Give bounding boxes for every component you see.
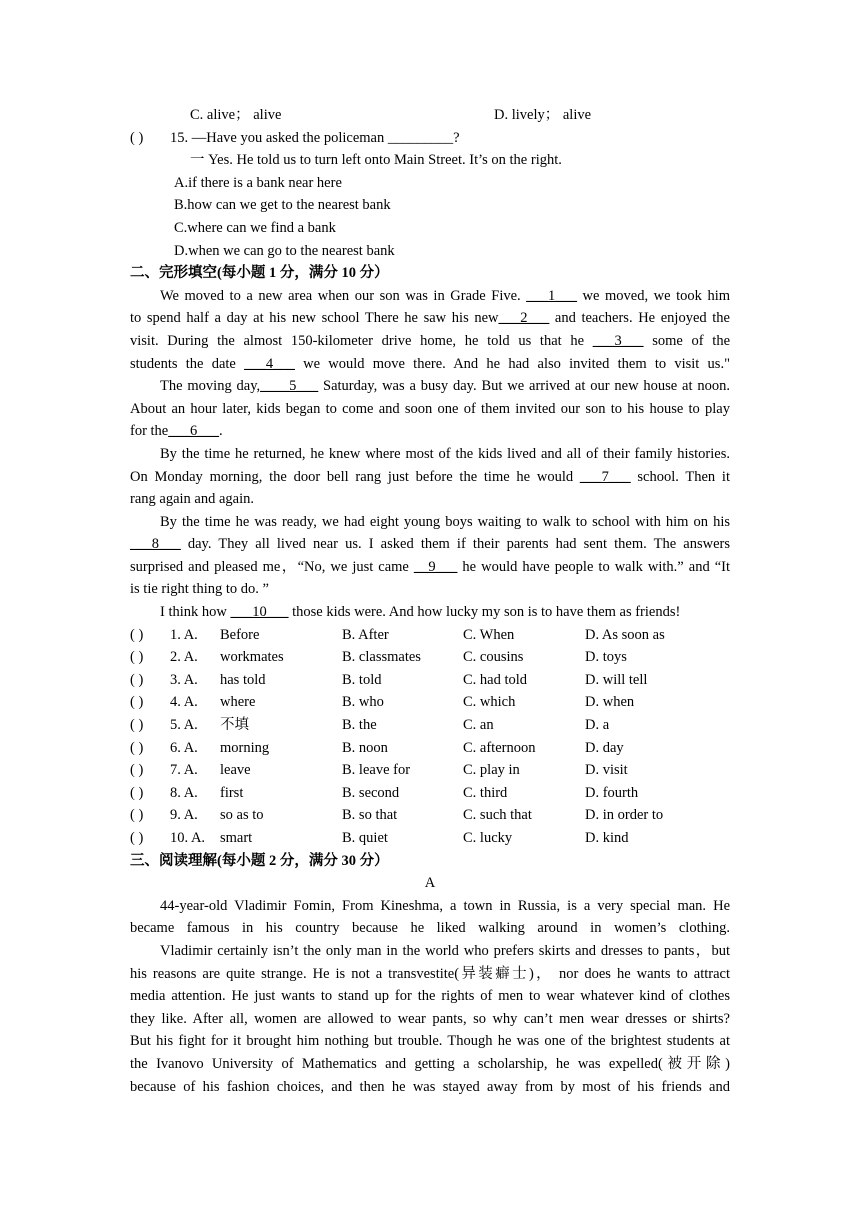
passage-text: school. Then it: [630, 468, 730, 485]
question-number: 3. A.: [170, 671, 198, 688]
passage-text: .: [219, 423, 223, 440]
option-b: B. noon: [342, 739, 388, 756]
question-number: 2. A.: [170, 649, 198, 666]
option-d: D. when: [585, 694, 635, 711]
option-c: C. had told: [463, 671, 528, 688]
answer-paren[interactable]: ( ): [130, 694, 144, 711]
option-c: C. third: [463, 784, 508, 801]
question-number: 1. A.: [170, 626, 198, 643]
option-c: C.where can we find a bank: [174, 219, 336, 236]
option-b: B. After: [342, 626, 389, 643]
passage-text: and teachers. He enjoyed the: [549, 310, 730, 327]
question-15-reply: 一 Yes. He told us to turn left onto Main Street. It’s on the right.: [190, 152, 562, 169]
passage-text: By the time he was ready, we had eight young boys waiting to walk to school with him on his: [160, 513, 730, 530]
question-row: [130, 804, 730, 827]
answer-paren[interactable]: ( ): [130, 129, 144, 146]
question-number: 8. A.: [170, 784, 198, 801]
question-number: 7. A.: [170, 762, 198, 779]
question-number: 10. A.: [170, 830, 206, 846]
option-a: leave: [220, 762, 251, 779]
answer-paren[interactable]: ( ): [130, 626, 144, 643]
option-c: C. When: [463, 626, 515, 643]
passage-line: [130, 398, 730, 421]
answer-paren[interactable]: ( ): [130, 807, 144, 824]
section-heading: 二、完形填空(每小题 1 分，满分 10 分）: [130, 265, 389, 282]
question-number: 5. A.: [170, 717, 198, 734]
passage-line: [130, 511, 730, 534]
passage-text: By the time he returned, he knew where most of the kids lived and all of their family histories.: [160, 445, 730, 462]
blank-number: ___3___: [592, 332, 644, 349]
question-row: [130, 759, 730, 782]
question-row: [130, 669, 730, 692]
option-d: D. in order to: [585, 807, 664, 824]
option-a: Before: [220, 626, 260, 643]
answer-paren[interactable]: ( ): [130, 830, 144, 846]
option-b: B. who: [342, 694, 384, 711]
option-b: B. leave for: [342, 762, 411, 779]
passage-text: rang again and again.: [130, 491, 255, 508]
blank-number: ___1___: [526, 287, 577, 304]
option-a: morning: [220, 739, 270, 756]
passage-line: [130, 443, 730, 466]
question-row: [130, 624, 730, 647]
option-d: D. kind: [585, 830, 629, 846]
option-d: D.when we can go to the nearest bank: [174, 242, 395, 259]
passage-line: they like. After all, women are allowed to wear pants, so why can’t men wear dresses or shirts?: [130, 1010, 730, 1027]
passage-line: But his fight for it brought him nothing but trouble. Though he was one of the brightest students at: [130, 1033, 730, 1050]
option-c: C. afternoon: [463, 739, 536, 756]
option-a: first: [220, 784, 244, 801]
passage-line: [130, 601, 730, 624]
passage-line: the Ivanovo University of Mathematics and getting a scholarship, he was expelled(被开除): [130, 1055, 730, 1072]
answer-paren[interactable]: ( ): [130, 671, 144, 688]
option-b: B. quiet: [342, 830, 388, 846]
answer-paren[interactable]: ( ): [130, 739, 144, 756]
option-d: D. fourth: [585, 784, 639, 801]
passage-line: [130, 533, 730, 556]
blank-number: ___7___: [579, 468, 631, 485]
question-row: [130, 691, 730, 714]
question-text: 15. —Have you asked the policeman _________?: [170, 129, 460, 146]
option-a: has told: [220, 671, 266, 688]
passage-line: media attention. He just wants to stand up for the rights of men to wear whatever kind of clothes: [130, 988, 730, 1005]
option-a: 不填: [220, 717, 249, 734]
option-b: B.how can we get to the nearest bank: [174, 197, 391, 214]
passage-line: Vladimir certainly isn’t the only man in the world who prefers skirts and dresses to pants，but: [160, 942, 730, 959]
passage-text: is tie right thing to do. ”: [130, 581, 269, 598]
blank-number: ___10___: [230, 604, 289, 621]
blank-number: ___4___: [244, 355, 295, 372]
section-heading: 三、阅读理解(每小题 2 分，满分 30 分）: [130, 852, 389, 869]
question-15-stem: [130, 127, 730, 150]
exam-page: [130, 104, 730, 1098]
option-d: D. day: [585, 739, 624, 756]
passage-line: his reasons are quite strange. He is not a transvestite(异装癖士)， nor does he wants to attract: [130, 965, 730, 982]
passage-text: On Monday morning, the door bell rang just before the time he would: [130, 468, 580, 485]
passage-text: some of the: [643, 332, 731, 349]
blank-number: ___8___: [130, 536, 181, 553]
option-d: D. a: [585, 717, 610, 734]
question-number: 9. A.: [170, 807, 198, 824]
passage-text: surprised and pleased me，“No, we just came: [130, 558, 414, 575]
option-b: B. second: [342, 784, 400, 801]
passage-line: [130, 420, 730, 443]
passage-text: we would move there. And he had also invited them to visit us.": [294, 355, 730, 372]
option-a: workmates: [220, 649, 284, 666]
passage-line: because of his fashion choices, and then he was stayed away from by most of his friends and: [130, 1078, 730, 1095]
option-a: smart: [220, 830, 253, 846]
passage-line: 44-year-old Vladimir Fomin, From Kineshma, a town in Russia, is a very special man. He: [160, 897, 730, 914]
option-d: D. will tell: [585, 671, 648, 688]
question-number: 4. A.: [170, 694, 198, 711]
passage-text: About an hour later, kids began to come and soon one of them invited our son to his house to play: [130, 400, 730, 417]
passage-text: for the: [130, 423, 169, 440]
passage-text: day. They all lived near us. I asked them if their parents had sent them. The answers: [180, 536, 730, 553]
cloze-questions: [130, 624, 730, 850]
option-b: B. told: [342, 671, 382, 688]
passage-line: became famous in his country because he liked walking around in women’s clothing.: [130, 920, 730, 937]
option-c: C. such that: [463, 807, 532, 824]
answer-paren[interactable]: ( ): [130, 717, 144, 734]
question-row: [130, 646, 730, 669]
option-c: C. which: [463, 694, 516, 711]
option-c: C. play in: [463, 762, 520, 779]
prev-question-options: [130, 104, 730, 127]
option-c: C. cousins: [463, 649, 524, 666]
answer-paren[interactable]: ( ): [130, 649, 144, 666]
question-row: [130, 827, 730, 850]
passage-text: those kids were. And how lucky my son is to have them as friends!: [288, 604, 681, 621]
option-b: B. the: [342, 717, 377, 734]
passage-text: he would have people to walk with.” and “It: [457, 558, 730, 575]
passage-line: [130, 353, 730, 376]
option-c: C. lucky: [463, 830, 513, 846]
passage-line: [130, 307, 730, 330]
passage-line: [130, 375, 730, 398]
passage-line: [130, 578, 730, 601]
blank-number: ____5___: [260, 378, 319, 395]
reading-passage: [130, 895, 730, 1098]
answer-paren[interactable]: ( ): [130, 784, 144, 801]
blank-number: __9___: [413, 558, 458, 575]
passage-line: [130, 556, 730, 579]
passage-line: [130, 488, 730, 511]
option-a: where: [220, 694, 256, 711]
passage-text: I think how: [160, 604, 231, 621]
option-d: D. As soon as: [585, 626, 665, 643]
option-a: A.if there is a bank near here: [174, 174, 342, 191]
answer-paren[interactable]: ( ): [130, 762, 144, 779]
option-d: D. lively； alive: [494, 107, 592, 123]
blank-number: ___6___: [168, 423, 219, 440]
blank-number: ___2___: [498, 310, 550, 327]
passage-text: Saturday, was a busy day. But we arrived at our new house at noon.: [318, 378, 730, 395]
question-number: 6. A.: [170, 739, 198, 756]
option-c: C. alive； alive: [190, 107, 282, 123]
question-row: [130, 737, 730, 760]
passage-line: [130, 466, 730, 489]
option-c: C. an: [463, 717, 494, 734]
passage-text: visit. During the almost 150-kilometer drive home, he told us that he: [130, 332, 593, 349]
passage-line: [130, 330, 730, 353]
option-b: B. classmates: [342, 649, 421, 666]
question-row: [130, 714, 730, 737]
passage-text: The moving day,: [160, 378, 261, 395]
option-d: D. visit: [585, 762, 628, 779]
option-d: D. toys: [585, 649, 627, 666]
passage-text: We moved to a new area when our son was in Grade Five.: [160, 287, 527, 304]
passage-line: [130, 285, 730, 308]
passage-label: A: [424, 875, 436, 892]
option-b: B. so that: [342, 807, 398, 824]
passage-text: we moved, we took him: [576, 287, 730, 304]
passage-text: students the date: [130, 355, 245, 372]
cloze-passage: [130, 285, 730, 624]
passage-text: to spend half a day at his new school There he saw his new: [130, 310, 499, 327]
question-row: [130, 782, 730, 805]
option-a: so as to: [220, 807, 264, 824]
